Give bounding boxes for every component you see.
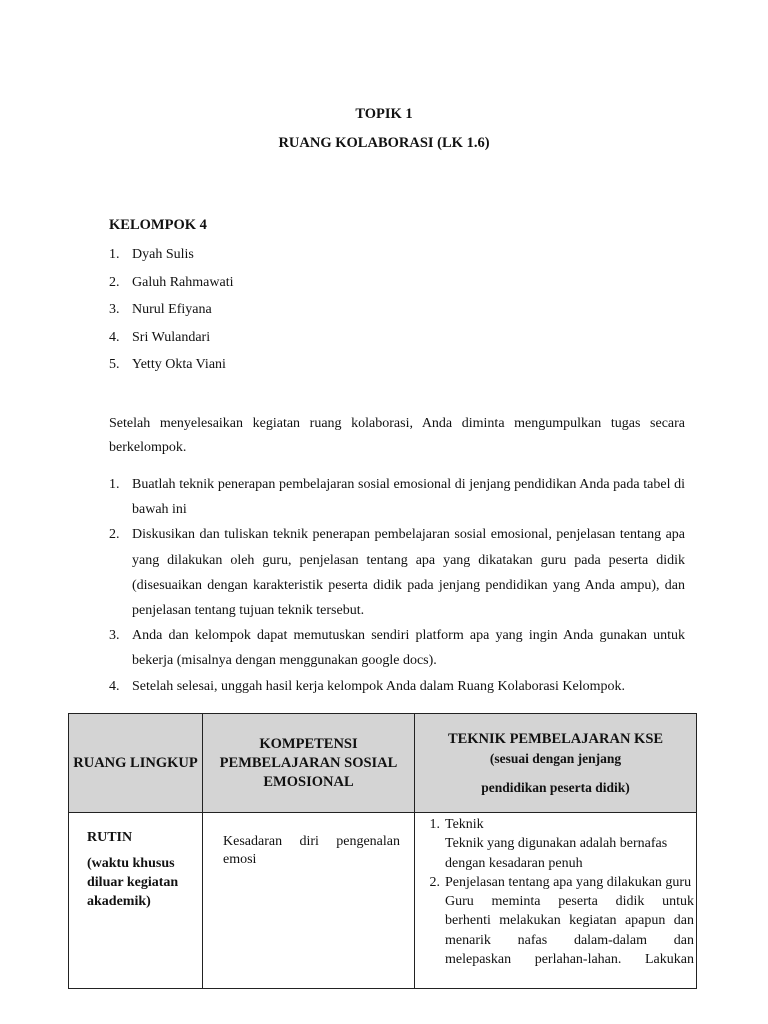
- header-technique: TEKNIK PEMBELAJARAN KSE (sesuai dengan jenjang pendidikan peserta didik): [415, 714, 697, 813]
- intro-paragraph: Setelah menyelesaikan kegiatan ruang kolaborasi, Anda diminta mengumpulkan tugas secara berkelompok.: [109, 416, 685, 455]
- list-item: 2. Diskusikan dan tuliskan teknik penerapan pembelajaran sosial emosional, penjelasan tentang apa yang dilakukan oleh guru, penjelasan tentang apa yang dikatakan guru pada peserta didik (disesuaikan dengan karakteristik peserta didik pada jenjang pendidikan yang Anda ampu), dan penjelasan tentang tujuan teknik tersebut.: [109, 527, 685, 619]
- list-item: 3. Anda dan kelompok dapat memutuskan sendiri platform apa yang ingin Anda gunakan untuk bekerja (misalnya dengan menggunakan google docs).: [109, 628, 685, 669]
- table-row: [69, 813, 697, 989]
- list-item: 2. Galuh Rahmawati: [109, 274, 234, 290]
- table-header-row: [69, 714, 697, 813]
- member-list: [109, 241, 233, 379]
- list-item: 1. Dyah Sulis: [109, 247, 194, 262]
- list-item: 3. Nurul Efiyana: [109, 302, 212, 318]
- list-item: 2. Penjelasan tentang apa yang dilakukan guru Guru meminta peserta didik untuk berhenti melakukan kegiatan apapun dan menarik nafas dalam-dalam dan melepaskan perlahan-lahan. Lakukan: [429, 874, 694, 968]
- list-item: 1. Buatlah teknik penerapan pembelajaran sosial emosional di jenjang pendidikan Anda pada tabel di bawah ini: [109, 477, 685, 518]
- list-item: 5. Yetty Okta Viani: [109, 357, 226, 373]
- page-subtitle: RUANG KOLABORASI (LK 1.6): [278, 135, 490, 151]
- header-scope: RUANG LINGKUP: [69, 714, 203, 813]
- scope-cell: RUTIN (waktu khusus diluar kegiatan akademik): [69, 813, 203, 989]
- topic-title: TOPIK 1: [355, 106, 413, 122]
- technique-cell: [415, 813, 697, 989]
- header-competency: KOMPETENSI PEMBELAJARAN SOSIAL EMOSIONAL: [203, 714, 415, 813]
- task-list: [109, 472, 685, 699]
- group-title: KELOMPOK 4: [109, 217, 207, 233]
- list-item: 1. Teknik Teknik yang digunakan adalah bernafas dengan kesadaran penuh: [429, 817, 668, 871]
- list-item: 4. Sri Wulandari: [109, 329, 211, 345]
- kse-table: [68, 713, 697, 989]
- list-item: 4. Setelah selesai, unggah hasil kerja kelompok Anda dalam Ruang Kolaborasi Kelompok.: [109, 678, 625, 694]
- competency-cell: Kesadaran diri pengenalan emosi: [203, 813, 415, 989]
